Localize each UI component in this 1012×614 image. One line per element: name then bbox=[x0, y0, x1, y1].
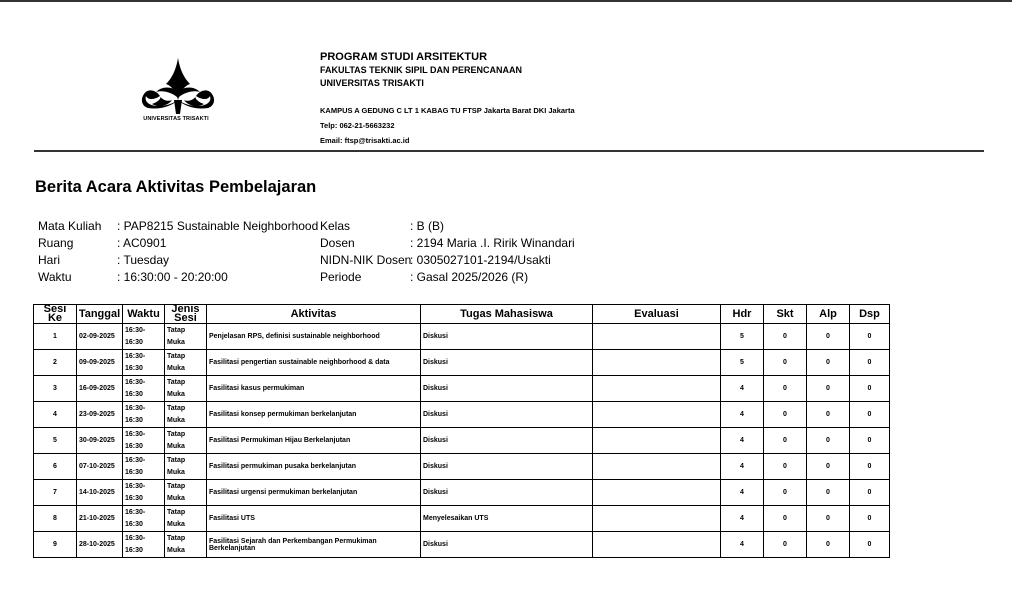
info-label: Mata Kuliah bbox=[38, 219, 102, 233]
cell-waktu: 16:30- 16:30 bbox=[123, 454, 165, 480]
cell-evaluasi bbox=[593, 428, 721, 454]
info-row-kelas bbox=[320, 218, 575, 235]
cell-skt: 0 bbox=[764, 506, 807, 532]
cell-jenis: Tatap Muka bbox=[165, 532, 207, 558]
cell-hdr: 4 bbox=[721, 506, 764, 532]
letterhead bbox=[320, 51, 575, 148]
cell-tugas: Menyelesaikan UTS bbox=[421, 506, 593, 532]
cell-hdr: 5 bbox=[721, 324, 764, 350]
col-waktu: Waktu bbox=[123, 305, 165, 324]
program-name: PROGRAM STUDI ARSITEKTUR bbox=[320, 51, 488, 63]
cell-aktivitas: Fasilitasi Permukiman Hijau Berkelanjutan bbox=[207, 428, 421, 454]
cell-jenis: Tatap Muka bbox=[165, 324, 207, 350]
info-row-periode bbox=[320, 269, 575, 286]
info-label: Waktu bbox=[38, 270, 72, 284]
cell-aktivitas: Fasilitasi UTS bbox=[207, 506, 421, 532]
cell-alp: 0 bbox=[807, 428, 850, 454]
info-label: NIDN-NIK Dosen bbox=[320, 253, 412, 267]
cell-jenis: Tatap Muka bbox=[165, 454, 207, 480]
cell-waktu: 16:30- 16:30 bbox=[123, 324, 165, 350]
col-tanggal: Tanggal bbox=[77, 305, 123, 324]
cell-skt: 0 bbox=[764, 454, 807, 480]
info-row-dosen bbox=[320, 235, 575, 252]
col-evaluasi: Evaluasi bbox=[593, 305, 721, 324]
info-label: Periode bbox=[320, 270, 362, 284]
col-jenis-sesi: Jenis Sesi bbox=[165, 305, 207, 324]
cell-dsp: 0 bbox=[850, 480, 890, 506]
cell-evaluasi bbox=[593, 376, 721, 402]
address: KAMPUS A GEDUNG C LT 1 KABAG TU FTSP Jakarta Barat DKI Jakarta bbox=[320, 106, 575, 115]
cell-tanggal: 02-09-2025 bbox=[77, 324, 123, 350]
col-hdr: Hdr bbox=[721, 305, 764, 324]
cell-skt: 0 bbox=[764, 532, 807, 558]
cell-sesi: 6 bbox=[34, 454, 77, 480]
cell-sesi: 2 bbox=[34, 350, 77, 376]
cell-evaluasi bbox=[593, 402, 721, 428]
cell-waktu: 16:30- 16:30 bbox=[123, 350, 165, 376]
cell-aktivitas: Fasilitasi Sejarah dan Perkembangan Permukiman Berkelanjutan bbox=[207, 532, 421, 558]
cell-alp: 0 bbox=[807, 480, 850, 506]
course-info bbox=[38, 218, 318, 286]
cell-evaluasi bbox=[593, 532, 721, 558]
logo-caption: UNIVERSITAS TRISAKTI bbox=[143, 116, 209, 122]
cell-hdr: 5 bbox=[721, 350, 764, 376]
cell-aktivitas: Fasilitasi permukiman pusaka berkelanjutan bbox=[207, 454, 421, 480]
table-row bbox=[34, 480, 890, 506]
cell-skt: 0 bbox=[764, 376, 807, 402]
class-info bbox=[320, 218, 575, 286]
cell-dsp: 0 bbox=[850, 428, 890, 454]
cell-dsp: 0 bbox=[850, 506, 890, 532]
cell-hdr: 4 bbox=[721, 480, 764, 506]
cell-sesi: 1 bbox=[34, 324, 77, 350]
cell-sesi: 8 bbox=[34, 506, 77, 532]
cell-skt: 0 bbox=[764, 350, 807, 376]
col-aktivitas: Aktivitas bbox=[207, 305, 421, 324]
cell-tugas: Diskusi bbox=[421, 532, 593, 558]
cell-alp: 0 bbox=[807, 402, 850, 428]
cell-tanggal: 23-09-2025 bbox=[77, 402, 123, 428]
table-row bbox=[34, 376, 890, 402]
cell-hdr: 4 bbox=[721, 454, 764, 480]
document-title: Berita Acara Aktivitas Pembelajaran bbox=[35, 178, 317, 196]
table-row bbox=[34, 428, 890, 454]
info-row-mata-kuliah bbox=[38, 218, 318, 235]
cell-evaluasi bbox=[593, 350, 721, 376]
cell-hdr: 4 bbox=[721, 532, 764, 558]
cell-aktivitas: Fasilitasi konsep permukiman berkelanjutan bbox=[207, 402, 421, 428]
cell-tanggal: 21-10-2025 bbox=[77, 506, 123, 532]
cell-aktivitas: Fasilitasi pengertian sustainable neighborhood & data bbox=[207, 350, 421, 376]
activity-table bbox=[33, 304, 890, 558]
info-value: : 16:30:00 - 20:20:00 bbox=[117, 270, 228, 284]
cell-dsp: 0 bbox=[850, 324, 890, 350]
cell-tugas: Diskusi bbox=[421, 454, 593, 480]
email: Email: ftsp@trisakti.ac.id bbox=[320, 136, 410, 145]
cell-evaluasi bbox=[593, 324, 721, 350]
col-dsp: Dsp bbox=[850, 305, 890, 324]
table-row bbox=[34, 506, 890, 532]
cell-waktu: 16:30- 16:30 bbox=[123, 402, 165, 428]
info-row-waktu bbox=[38, 269, 318, 286]
col-skt: Skt bbox=[764, 305, 807, 324]
top-border bbox=[0, 0, 1012, 2]
cell-tanggal: 28-10-2025 bbox=[77, 532, 123, 558]
info-label: Dosen bbox=[320, 236, 355, 250]
cell-alp: 0 bbox=[807, 350, 850, 376]
cell-alp: 0 bbox=[807, 506, 850, 532]
cell-sesi: 9 bbox=[34, 532, 77, 558]
cell-tugas: Diskusi bbox=[421, 350, 593, 376]
cell-evaluasi bbox=[593, 506, 721, 532]
cell-waktu: 16:30- 16:30 bbox=[123, 480, 165, 506]
header-divider bbox=[34, 150, 984, 152]
info-label: Kelas bbox=[320, 219, 351, 233]
info-value: : Tuesday bbox=[117, 253, 170, 267]
cell-aktivitas: Fasilitasi urgensi permukiman berkelanjutan bbox=[207, 480, 421, 506]
cell-dsp: 0 bbox=[850, 454, 890, 480]
cell-alp: 0 bbox=[807, 324, 850, 350]
faculty-name: FAKULTAS TEKNIK SIPIL DAN PERENCANAAN bbox=[320, 65, 523, 75]
cell-hdr: 4 bbox=[721, 376, 764, 402]
table-row bbox=[34, 454, 890, 480]
info-value: : 0305027101-2194/Usakti bbox=[410, 253, 551, 267]
info-row-nidn bbox=[320, 252, 575, 269]
cell-dsp: 0 bbox=[850, 350, 890, 376]
cell-jenis: Tatap Muka bbox=[165, 402, 207, 428]
cell-evaluasi bbox=[593, 480, 721, 506]
cell-waktu: 16:30- 16:30 bbox=[123, 506, 165, 532]
cell-sesi: 5 bbox=[34, 428, 77, 454]
cell-waktu: 16:30- 16:30 bbox=[123, 376, 165, 402]
cell-aktivitas: Penjelasan RPS, definisi sustainable neighborhood bbox=[207, 324, 421, 350]
col-tugas: Tugas Mahasiswa bbox=[421, 305, 593, 324]
cell-jenis: Tatap Muka bbox=[165, 376, 207, 402]
cell-hdr: 4 bbox=[721, 428, 764, 454]
cell-tugas: Diskusi bbox=[421, 324, 593, 350]
info-label: Hari bbox=[38, 253, 61, 267]
cell-tanggal: 30-09-2025 bbox=[77, 428, 123, 454]
info-value: : PAP8215 Sustainable Neighborhood bbox=[117, 219, 319, 233]
cell-skt: 0 bbox=[764, 402, 807, 428]
info-value: : AC0901 bbox=[117, 236, 167, 250]
cell-jenis: Tatap Muka bbox=[165, 428, 207, 454]
cell-sesi: 3 bbox=[34, 376, 77, 402]
cell-sesi: 7 bbox=[34, 480, 77, 506]
info-label: Ruang bbox=[38, 236, 74, 250]
cell-evaluasi bbox=[593, 454, 721, 480]
col-alp: Alp bbox=[807, 305, 850, 324]
info-row-hari bbox=[38, 252, 318, 269]
cell-sesi: 4 bbox=[34, 402, 77, 428]
cell-dsp: 0 bbox=[850, 532, 890, 558]
info-value: : Gasal 2025/2026 (R) bbox=[410, 270, 529, 284]
table-header-row bbox=[34, 305, 890, 324]
cell-alp: 0 bbox=[807, 376, 850, 402]
table-row bbox=[34, 324, 890, 350]
university-name: UNIVERSITAS TRISAKTI bbox=[320, 78, 424, 88]
cell-alp: 0 bbox=[807, 454, 850, 480]
cell-tugas: Diskusi bbox=[421, 480, 593, 506]
cell-hdr: 4 bbox=[721, 402, 764, 428]
cell-tanggal: 07-10-2025 bbox=[77, 454, 123, 480]
cell-jenis: Tatap Muka bbox=[165, 506, 207, 532]
cell-dsp: 0 bbox=[850, 376, 890, 402]
cell-waktu: 16:30- 16:30 bbox=[123, 532, 165, 558]
cell-tanggal: 14-10-2025 bbox=[77, 480, 123, 506]
table-row bbox=[34, 350, 890, 376]
table-row bbox=[34, 402, 890, 428]
col-sesi: Sesi Ke bbox=[34, 305, 77, 324]
info-row-ruang bbox=[38, 235, 318, 252]
cell-jenis: Tatap Muka bbox=[165, 480, 207, 506]
phone: Telp: 062-21-5663232 bbox=[320, 121, 395, 130]
cell-tugas: Diskusi bbox=[421, 376, 593, 402]
info-value: : 2194 Maria .I. Ririk Winandari bbox=[410, 236, 575, 250]
cell-alp: 0 bbox=[807, 532, 850, 558]
cell-tanggal: 09-09-2025 bbox=[77, 350, 123, 376]
cell-skt: 0 bbox=[764, 324, 807, 350]
table-row bbox=[34, 532, 890, 558]
cell-skt: 0 bbox=[764, 428, 807, 454]
cell-tanggal: 16-09-2025 bbox=[77, 376, 123, 402]
cell-waktu: 16:30- 16:30 bbox=[123, 428, 165, 454]
cell-dsp: 0 bbox=[850, 402, 890, 428]
info-value: : B (B) bbox=[410, 219, 445, 233]
cell-tugas: Diskusi bbox=[421, 428, 593, 454]
cell-tugas: Diskusi bbox=[421, 402, 593, 428]
cell-aktivitas: Fasilitasi kasus permukiman bbox=[207, 376, 421, 402]
cell-jenis: Tatap Muka bbox=[165, 350, 207, 376]
cell-skt: 0 bbox=[764, 480, 807, 506]
